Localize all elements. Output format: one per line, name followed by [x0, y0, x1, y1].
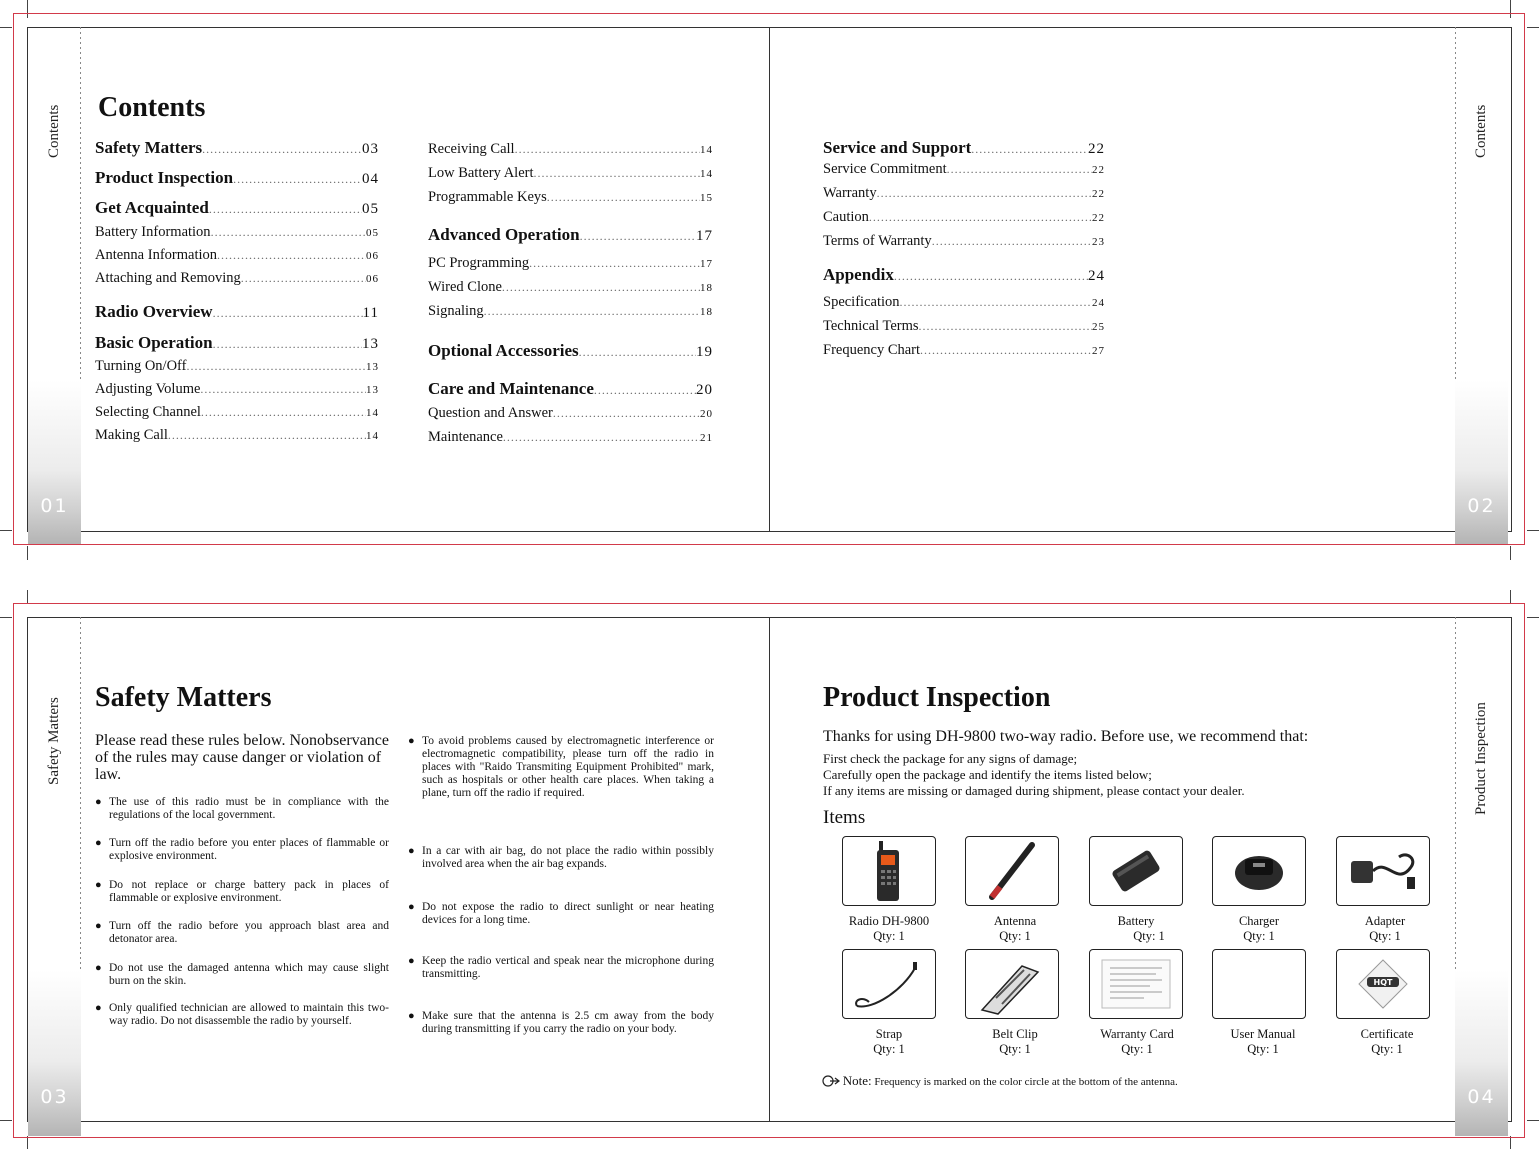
toc-entry[interactable]: Programmable Keys ..... 15 [428, 189, 713, 206]
charger-icon [1213, 837, 1305, 905]
toc-entry[interactable]: Maintenance ..... 21 [428, 429, 713, 446]
adapter-image [1336, 836, 1430, 906]
toc-entry[interactable]: Terms of Warranty ..... 23 [823, 233, 1105, 250]
item-label: Charger Qty: 1 [1238, 914, 1280, 943]
certificate-image [1336, 949, 1430, 1019]
certificate-icon [1337, 950, 1429, 1018]
list-item: ● To avoid problems caused by electromagnetic interference or electromagnetic compatibility, please turn off the radio in places with "Raido Transmiting Equipment Prohibited" mark, such as hospitals or other health care places. When taking a plane, turn off the radio if required. [408, 735, 714, 799]
radio-image [842, 836, 936, 906]
list-item: ● Do not replace or charge battery pack in places of flammable or explosive environment. [95, 879, 389, 904]
antenna-image [965, 836, 1059, 906]
note-text: Frequency is marked on the color circle at the bottom of the antenna. [874, 1076, 1178, 1088]
inspection-step: First check the package for any signs of damage; [823, 751, 1078, 766]
warranty-card-image [1089, 949, 1183, 1019]
toc-entry[interactable]: Attaching and Removing ..... 06 [95, 270, 379, 287]
list-item: ● Keep the radio vertical and speak near the microphone during transmitting. [408, 955, 714, 980]
strap-icon [843, 950, 935, 1018]
toc-entry[interactable]: PC Programming ..... 17 [428, 255, 713, 272]
toc-entry[interactable]: Specification ..... 24 [823, 294, 1105, 311]
item-label: Warranty Card Qty: 1 [1100, 1027, 1174, 1056]
list-item: ● Turn off the radio before you approach blast area and detonator area. [95, 920, 389, 945]
antenna-icon [966, 837, 1058, 905]
page-tab-right [1455, 380, 1508, 544]
charger-image [1212, 836, 1306, 906]
toc-entry[interactable]: Technical Terms ..... 25 [823, 318, 1105, 335]
item-label: Antenna Qty: 1 [993, 914, 1037, 943]
toc-entry[interactable]: Advanced Operation ..... 17 [428, 225, 713, 245]
toc-entry[interactable]: Frequency Chart ..... 27 [823, 342, 1105, 359]
toc-entry[interactable]: Receiving Call ..... 14 [428, 141, 713, 158]
page-number: 02 [1467, 495, 1496, 517]
inspection-step: Carefully open the package and identify the items listed below; [823, 767, 1152, 782]
inspection-step: If any items are missing or damaged during shipment, please contact your dealer. [823, 783, 1245, 798]
toc-entry[interactable]: Service Commitment ..... 22 [823, 161, 1105, 178]
page-number: 03 [40, 1086, 69, 1108]
safety-list-left [95, 796, 389, 1046]
safety-intro: Please read these rules below. Nonobservance of the rules may cause danger or violation of law. [95, 732, 389, 783]
item-label: Certificate Qty: 1 [1360, 1027, 1414, 1056]
toc-entry[interactable]: Appendix ..... 24 [823, 265, 1105, 285]
list-item: ● Turn off the radio before you enter places of flammable or explosive environment. [95, 837, 389, 862]
belt-clip-image [965, 949, 1059, 1019]
toc-entry[interactable]: Signaling ..... 18 [428, 303, 713, 320]
adapter-icon [1337, 837, 1429, 905]
page-tab-left [28, 380, 81, 544]
side-label: Product Inspection [1473, 702, 1489, 815]
belt-clip-icon [966, 950, 1058, 1018]
toc-entry[interactable]: Service and Support ..... 22 [823, 138, 1105, 158]
toc-entry[interactable]: Product Inspection ..... 04 [95, 168, 379, 188]
toc-entry[interactable]: Wired Clone ..... 18 [428, 279, 713, 296]
toc-entry[interactable]: Selecting Channel ..... 14 [95, 404, 379, 421]
item-label: Battery Qty: 1 [1117, 914, 1165, 943]
list-item: ● The use of this radio must be in compliance with the regulations of the local government. [95, 796, 389, 821]
side-label: Contents [1473, 104, 1489, 158]
list-item: ● Make sure that the antenna is 2.5 cm away from the body during transmitting if you carry the radio on your body. [408, 1010, 714, 1035]
note-icon [822, 1075, 840, 1087]
page-title: Contents [98, 92, 206, 123]
spine-divider [769, 617, 770, 1121]
list-item: ● Do not use the damaged antenna which may cause slight burn on the skin. [95, 962, 389, 987]
strap-image [842, 949, 936, 1019]
toc-entry[interactable]: Question and Answer ..... 20 [428, 405, 713, 422]
items-heading: Items [823, 807, 866, 828]
toc-entry[interactable]: Optional Accessories ..... 19 [428, 341, 713, 361]
toc-entry[interactable]: Adjusting Volume ..... 13 [95, 381, 379, 398]
toc-entry[interactable]: Get Acquainted ..... 05 [95, 198, 379, 218]
page-tab-left [28, 970, 81, 1136]
side-label: Safety Matters [46, 697, 62, 785]
toc-entry[interactable]: Making Call ..... 14 [95, 427, 379, 444]
certificate-logo-text: HQT [1373, 978, 1393, 987]
toc-entry[interactable]: Care and Maintenance ..... 20 [428, 379, 713, 399]
toc-entry[interactable]: Basic Operation ..... 13 [95, 333, 379, 353]
safety-list-right [408, 735, 714, 1055]
list-item: ● In a car with air bag, do not place the radio within possibly involved area when the air bag expands. [408, 845, 714, 870]
radio-icon [843, 837, 935, 905]
item-label: Belt Clip Qty: 1 [992, 1027, 1038, 1056]
page-number: 01 [40, 495, 69, 517]
item-label: Strap Qty: 1 [873, 1027, 905, 1056]
user-manual-image [1212, 949, 1306, 1019]
toc-entry[interactable]: Low Battery Alert ..... 14 [428, 165, 713, 182]
battery-image [1089, 836, 1183, 906]
spine-divider [769, 27, 770, 531]
toc-entry[interactable]: Warranty ..... 22 [823, 185, 1105, 202]
page-number: 04 [1467, 1086, 1496, 1108]
page-tab-right [1455, 970, 1508, 1136]
page-title: Product Inspection [823, 682, 1051, 713]
note-label: Note: [842, 1073, 872, 1088]
inspection-lead: Thanks for using DH-9800 two-way radio. Before use, we recommend that: [823, 728, 1309, 745]
item-label: Radio DH-9800 Qty: 1 [848, 914, 930, 943]
side-label: Contents [46, 104, 62, 158]
toc-entry[interactable]: Battery Information ..... 05 [95, 224, 379, 241]
document-icon [1090, 950, 1182, 1018]
toc-entry[interactable]: Antenna Information ..... 06 [95, 247, 379, 264]
toc-entry[interactable]: Turning On/Off ..... 13 [95, 358, 379, 375]
item-label: User Manual Qty: 1 [1230, 1027, 1296, 1056]
battery-icon [1090, 837, 1182, 905]
item-label: Adapter Qty: 1 [1364, 914, 1406, 943]
toc-entry[interactable]: Safety Matters ..... 03 [95, 138, 379, 158]
toc-entry[interactable]: Radio Overview ..... 11 [95, 302, 379, 322]
toc-entry[interactable]: Caution ..... 22 [823, 209, 1105, 226]
list-item: ● Only qualified technician are allowed to maintain this two-way radio. Do not disassemble the radio by yourself. [95, 1002, 389, 1027]
list-item: ● Do not expose the radio to direct sunlight or near heating devices for a long time. [408, 901, 714, 926]
page-title: Safety Matters [95, 682, 272, 713]
note [822, 1073, 1178, 1089]
